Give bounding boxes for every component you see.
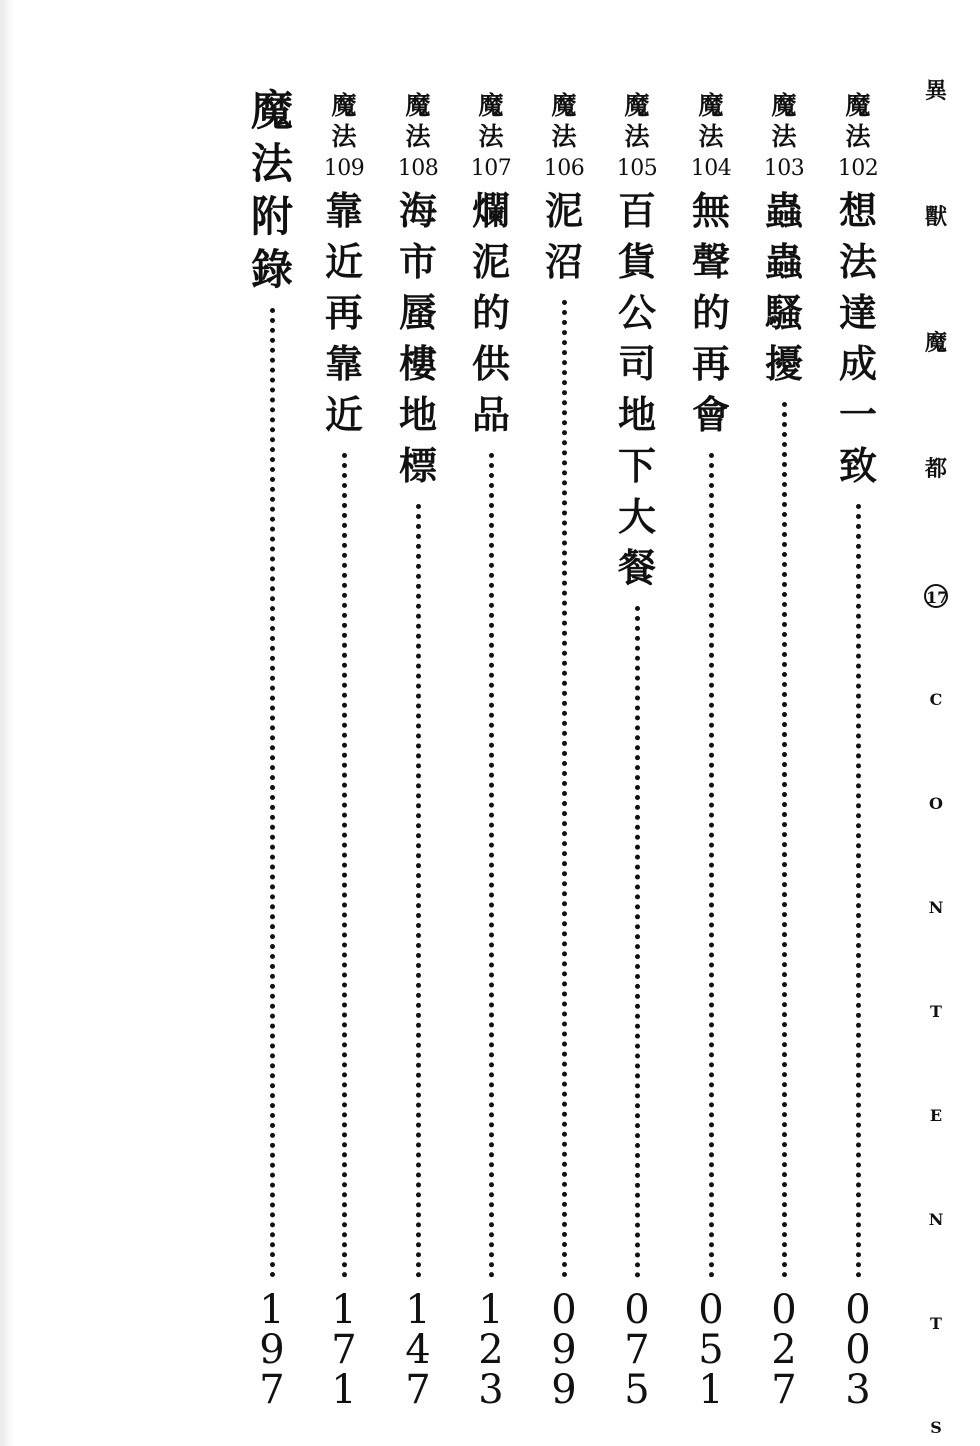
entry-title-char: 爛 (471, 188, 510, 233)
entry-title-char: 泥 (471, 239, 510, 284)
entry-page-number (259, 1287, 285, 1413)
page-digit: 1 (331, 1287, 357, 1333)
page-digit: 0 (698, 1287, 724, 1333)
contents-letter: C (929, 690, 943, 709)
entry-title-char: 一 (838, 392, 877, 437)
entry-title-char: 附 (250, 192, 293, 241)
entry-title-char: 百 (617, 188, 656, 233)
entry-title-char: 錄 (250, 245, 293, 294)
toc-entry-104[interactable] (681, 90, 741, 1413)
entry-number: 107 (470, 156, 512, 181)
entry-number: 108 (397, 156, 439, 181)
contents-letter: E (929, 1106, 943, 1125)
entry-page-number (405, 1287, 431, 1413)
toc-entry-106[interactable] (534, 90, 594, 1413)
entry-title-char: 騷 (764, 290, 803, 335)
entry-title (250, 86, 293, 302)
entry-title (764, 188, 803, 396)
page-digit: 7 (405, 1367, 431, 1413)
entry-label-char: 法 (331, 122, 357, 151)
entry-title (471, 188, 510, 447)
dot-leader (270, 308, 275, 1278)
book-title-char: 魔 (924, 330, 947, 356)
page-digit: 7 (624, 1327, 650, 1373)
entry-title-char: 地 (617, 392, 656, 437)
dot-leader (782, 402, 787, 1278)
dot-leader (489, 453, 494, 1278)
entry-page-number (845, 1287, 871, 1413)
page-digit: 9 (551, 1327, 577, 1373)
page-digit: 0 (845, 1327, 871, 1373)
entry-title-char: 標 (398, 443, 437, 488)
toc-entry-102[interactable] (828, 90, 888, 1413)
contents-letter: N (928, 1210, 944, 1229)
page-digit: 7 (331, 1327, 357, 1373)
entry-title-char: 擾 (764, 341, 803, 386)
book-title-char: 都 (924, 456, 947, 482)
entry-title-char: 蟲 (764, 239, 803, 284)
entry-label-char: 法 (551, 122, 577, 151)
entry-title-char: 公 (617, 290, 656, 335)
entry-label-char: 法 (771, 122, 797, 151)
entry-title-char: 再 (691, 341, 730, 386)
dot-leader (342, 453, 347, 1278)
entry-title-char: 近 (324, 392, 363, 437)
entry-page-number (478, 1287, 504, 1413)
dot-leader (635, 606, 640, 1278)
page-digit: 0 (624, 1287, 650, 1333)
book-title-char: 異 (924, 78, 947, 104)
page-digit: 7 (259, 1367, 285, 1413)
page-digit: 1 (698, 1367, 724, 1413)
dot-leader (856, 504, 861, 1278)
page-digit: 1 (478, 1287, 504, 1333)
toc-entry-108[interactable] (388, 90, 448, 1413)
entry-title (617, 188, 656, 600)
page-digit: 0 (551, 1287, 577, 1333)
entry-title-char: 聲 (691, 239, 730, 284)
page-digit: 1 (259, 1287, 285, 1333)
entry-title-char: 地 (398, 392, 437, 437)
entry-title-char: 泥 (544, 188, 583, 233)
entry-title-char: 海 (398, 188, 437, 233)
entry-label-char: 魔 (405, 91, 431, 120)
page-digit: 9 (259, 1327, 285, 1373)
page-digit: 9 (551, 1367, 577, 1413)
entry-title-char: 沼 (544, 239, 583, 284)
entry-page-number (331, 1287, 357, 1413)
toc-entry-103[interactable] (754, 90, 814, 1413)
entry-number: 106 (543, 156, 585, 181)
entry-label-char: 魔 (478, 91, 504, 120)
toc-entry-105[interactable] (607, 90, 667, 1413)
entry-title-char: 市 (398, 239, 437, 284)
page-digit: 7 (771, 1367, 797, 1413)
entry-label-char: 法 (405, 122, 431, 151)
entry-label-char: 法 (478, 122, 504, 151)
entry-label-char: 法 (624, 122, 650, 151)
entry-label-char: 法 (698, 122, 724, 151)
page-digit: 5 (698, 1327, 724, 1373)
page-digit: 5 (624, 1367, 650, 1413)
page-digit: 1 (405, 1287, 431, 1333)
entry-title-char: 致 (838, 443, 877, 488)
entry-title (324, 188, 363, 447)
entry-label-char: 魔 (771, 91, 797, 120)
entry-number: 109 (323, 156, 365, 181)
entry-title-char: 靠 (324, 341, 363, 386)
page-digit: 2 (478, 1327, 504, 1373)
contents-letter: T (930, 1314, 942, 1333)
entry-title-char: 再 (324, 290, 363, 335)
entry-label-char: 魔 (551, 91, 577, 120)
dot-leader (562, 300, 567, 1278)
entry-title-char: 供 (471, 341, 510, 386)
entry-page-number (771, 1287, 797, 1413)
volume-number-badge: 17 (924, 584, 948, 608)
entry-page-number (551, 1287, 577, 1413)
entry-title (691, 188, 730, 447)
entry-title-char: 近 (324, 239, 363, 284)
page-edge (0, 0, 14, 1446)
entry-number: 103 (763, 156, 805, 181)
page-digit: 3 (478, 1367, 504, 1413)
entry-title-char: 靠 (324, 188, 363, 233)
page-digit: 4 (405, 1327, 431, 1373)
entry-title (544, 188, 583, 294)
entry-title-char: 魔 (250, 86, 293, 135)
entry-title-char: 下 (617, 443, 656, 488)
entry-label-char: 魔 (624, 91, 650, 120)
contents-letter: S (930, 1418, 942, 1437)
entry-number: 102 (837, 156, 879, 181)
entry-page-number (698, 1287, 724, 1413)
entry-label-char: 法 (845, 122, 871, 151)
book-title-column (912, 80, 960, 1446)
contents-letter: N (928, 898, 944, 917)
page-digit: 0 (845, 1287, 871, 1333)
entry-label-char: 魔 (845, 91, 871, 120)
entry-title-char: 司 (617, 341, 656, 386)
entry-title (838, 188, 877, 498)
contents-letter: O (929, 794, 943, 813)
entry-title-char: 達 (838, 290, 877, 335)
entry-title-char: 餐 (617, 545, 656, 590)
entry-title (398, 188, 437, 498)
dot-leader (416, 504, 421, 1278)
toc-entry-appendix[interactable] (242, 86, 302, 1413)
contents-letter: T (930, 1002, 942, 1021)
entry-number: 105 (616, 156, 658, 181)
dot-leader (709, 453, 714, 1278)
entry-title-char: 樓 (398, 341, 437, 386)
entry-title-char: 無 (691, 188, 730, 233)
entry-label-char: 魔 (331, 91, 357, 120)
page-digit: 3 (845, 1367, 871, 1413)
toc-entry-109[interactable] (314, 90, 374, 1413)
entry-title-char: 成 (838, 341, 877, 386)
entry-title-char: 想 (838, 188, 877, 233)
entry-title-char: 大 (617, 494, 656, 539)
entry-title-char: 法 (838, 239, 877, 284)
entry-title-char: 會 (691, 392, 730, 437)
page-digit: 1 (331, 1367, 357, 1413)
entry-page-number (624, 1287, 650, 1413)
entry-title-char: 蜃 (398, 290, 437, 335)
entry-label-char: 魔 (698, 91, 724, 120)
entry-title-char: 貨 (617, 239, 656, 284)
book-title-char: 獸 (924, 204, 947, 230)
entry-title-char: 的 (691, 290, 730, 335)
entry-title-char: 法 (250, 139, 293, 188)
entry-title-char: 品 (471, 392, 510, 437)
entry-title-char: 的 (471, 290, 510, 335)
toc-entry-107[interactable] (461, 90, 521, 1413)
entry-number: 104 (690, 156, 732, 181)
page-digit: 0 (771, 1287, 797, 1333)
page-digit: 2 (771, 1327, 797, 1373)
entry-title-char: 蟲 (764, 188, 803, 233)
